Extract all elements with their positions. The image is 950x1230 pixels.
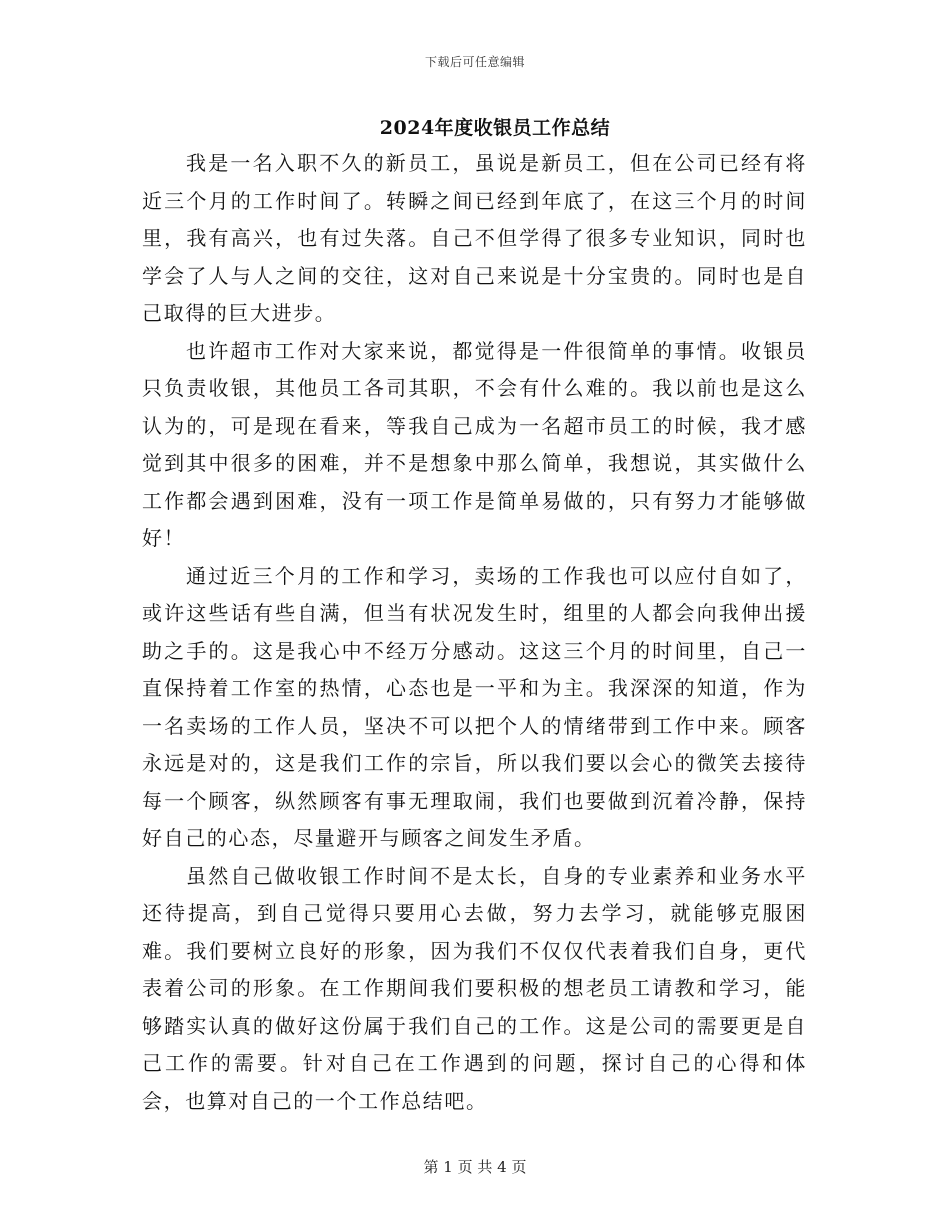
document-title: 2024年度收银员工作总结 — [379, 117, 611, 139]
paragraph: 也许超市工作对大家来说，都觉得是一件很简单的事情。收银员只负责收银，其他员工各司其职，不会有什么难的。我以前也是这么认为的，可是现在看来，等我自己成为一名超市员工的时候，我才感觉到其中很多的困难，并不是想象中那么简单，我想说，其实做什么工作都会遇到困难，没有一项工作是简单易做的，只有努力才能够做好！ — [142, 338, 807, 550]
page-footer: 第 1 页 共 4 页 — [423, 1158, 527, 1176]
document-body — [142, 145, 807, 1120]
paragraph: 虽然自己做收银工作时间不是太长，自身的专业素养和业务水平还待提高，到自己觉得只要用心去做，努力去学习，就能够克服困难。我们要树立良好的形象，因为我们不仅仅代表着我们自身，更代表着公司的形象。在工作期间我们要积极的想老员工请教和学习，能够踏实认真的做好这份属于我们自己的工作。这是公司的需要更是自己工作的需要。针对自己在工作遇到的问题，探讨自己的心得和体会，也算对自己的一个工作总结吧。 — [142, 863, 807, 1113]
header-note: 下载后可任意编辑 — [424, 55, 525, 69]
paragraph: 我是一名入职不久的新员工，虽说是新员工，但在公司已经有将近三个月的工作时间了。转瞬之间已经到年底了，在这三个月的时间里，我有高兴，也有过失落。自己不但学得了很多专业知识，同时也学会了人与人之间的交往，这对自己来说是十分宝贵的。同时也是自己取得的巨大进步。 — [142, 151, 807, 325]
paragraph: 通过近三个月的工作和学习，卖场的工作我也可以应付自如了，或许这些话有些自满，但当有状况发生时，组里的人都会向我伸出援助之手的。这是我心中不经万分感动。这这三个月的时间里，自己一直保持着工作室的热情，心态也是一平和为主。我深深的知道，作为一名卖场的工作人员，坚决不可以把个人的情绪带到工作中来。顾客永远是对的，这是我们工作的宗旨，所以我们要以会心的微笑去接待每一个顾客，纵然顾客有事无理取闹，我们也要做到沉着冷静，保持好自己的心态，尽量避开与顾客之间发生矛盾。 — [142, 563, 807, 850]
